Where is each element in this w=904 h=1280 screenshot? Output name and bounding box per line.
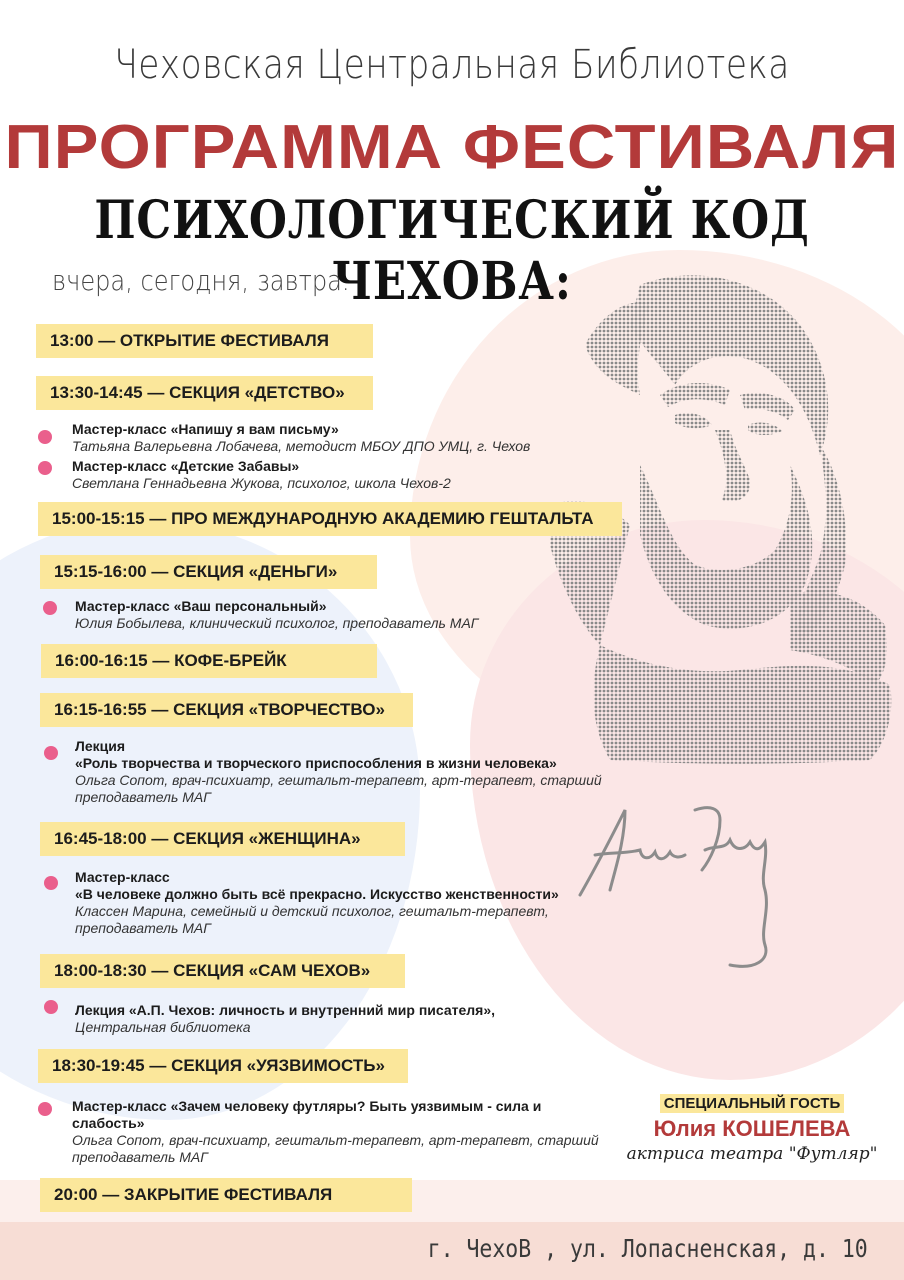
schedule-bar-coffee-break: 16:00-16:15 — КОФЕ-БРЕЙК	[41, 644, 377, 678]
library-name: Чеховская Центральная Библиотека	[114, 42, 790, 88]
special-guest-name: Юлия КОШЕЛЕВА	[653, 1116, 851, 1141]
special-guest-label: СПЕЦИАЛЬНЫЙ ГОСТЬ	[660, 1094, 845, 1113]
item-speaker: Татьяна Валерьевна Лобачева, методист МБОУ ДПО УМЦ, г. Чехов	[72, 438, 531, 454]
special-guest-role: актриса театра "Футляр"	[626, 1144, 878, 1164]
schedule-bar-closing: 20:00 — ЗАКРЫТИЕ ФЕСТИВАЛЯ	[40, 1178, 412, 1212]
schedule-bar-gestalt-academy: 15:00-15:15 — ПРО МЕЖДУНАРОДНУЮ АКАДЕМИЮ ГЕШТАЛЬТА	[38, 502, 622, 536]
list-item	[72, 421, 530, 455]
list-item	[72, 458, 451, 492]
festival-name: ПСИХОЛОГИЧЕСКИЙ КОД ЧЕХОВА:	[94, 190, 810, 312]
list-item	[75, 869, 559, 937]
item-title: «В человеке должно быть всё прекрасно. Искусство женственности»	[75, 886, 559, 902]
item-speaker: Ольга Сопот, врач-психиатр, гештальт-терапевт, арт-терапевт, старший	[75, 772, 602, 788]
item-title: Лекция «А.П. Чехов: личность и внутренний мир писателя»,	[75, 1002, 496, 1018]
item-speaker: преподаватель МАГ	[72, 1149, 208, 1165]
item-title: Мастер-класс «Напишу я вам письму»	[72, 421, 339, 437]
item-speaker: Юлия Бобылева, клинический психолог, преподаватель МАГ	[75, 615, 479, 631]
item-title: Мастер-класс «Зачем человеку футляры? Быть уязвимым - сила и	[72, 1098, 542, 1114]
item-speaker: Классен Марина, семейный и детский психолог, гештальт-терапевт,	[75, 903, 549, 919]
list-item	[75, 1002, 495, 1036]
pink-dot-icon	[44, 876, 58, 890]
list-item	[75, 738, 602, 806]
list-item	[72, 1098, 599, 1166]
item-title: Мастер-класс «Ваш персональный»	[75, 598, 327, 614]
schedule-bar-woman: 16:45-18:00 — СЕКЦИЯ «ЖЕНЩИНА»	[40, 822, 405, 856]
schedule-bar-creativity: 16:15-16:55 — СЕКЦИЯ «ТВОРЧЕСТВО»	[40, 693, 413, 727]
item-speaker: преподаватель МАГ	[75, 789, 211, 805]
schedule-bar-vulnerability: 18:30-19:45 — СЕКЦИЯ «УЯЗВИМОСТЬ»	[38, 1049, 408, 1083]
pink-dot-icon	[44, 746, 58, 760]
pink-dot-icon	[44, 1000, 58, 1014]
item-speaker: преподаватель МАГ	[75, 920, 211, 936]
chekhov-signature	[570, 780, 810, 980]
venue-address: г. ЧехоВ , ул. Лопасненская, д. 10	[427, 1234, 868, 1263]
item-title: «Роль творчества и творческого приспособления в жизни человека»	[75, 755, 557, 771]
item-speaker: Центральная библиотека	[75, 1019, 251, 1035]
schedule-bar-opening: 13:00 — ОТКРЫТИЕ ФЕСТИВАЛЯ	[36, 324, 373, 358]
item-title: слабость»	[72, 1115, 145, 1131]
schedule-bar-money: 15:15-16:00 — СЕКЦИЯ «ДЕНЬГИ»	[40, 555, 377, 589]
schedule-bar-childhood: 13:30-14:45 — СЕКЦИЯ «ДЕТСТВО»	[36, 376, 373, 410]
pink-dot-icon	[43, 601, 57, 615]
item-speaker: Ольга Сопот, врач-психиатр, гештальт-терапевт, арт-терапевт, старший	[72, 1132, 599, 1148]
special-guest-block	[600, 1094, 904, 1164]
festival-subtitle: вчера, сегодня, завтра.	[52, 264, 350, 297]
program-title: ПРОГРАММА ФЕСТИВАЛЯ	[4, 113, 900, 182]
item-title: Мастер-класс «Детские Забавы»	[72, 458, 300, 474]
pink-dot-icon	[38, 461, 52, 475]
item-title: Лекция	[75, 738, 125, 754]
pink-dot-icon	[38, 1102, 52, 1116]
pink-dot-icon	[38, 430, 52, 444]
schedule-bar-chekhov-himself: 18:00-18:30 — СЕКЦИЯ «САМ ЧЕХОВ»	[40, 954, 405, 988]
item-speaker: Светлана Геннадьевна Жукова, психолог, школа Чехов-2	[72, 475, 451, 491]
list-item	[75, 598, 478, 632]
item-title: Мастер-класс	[75, 869, 170, 885]
